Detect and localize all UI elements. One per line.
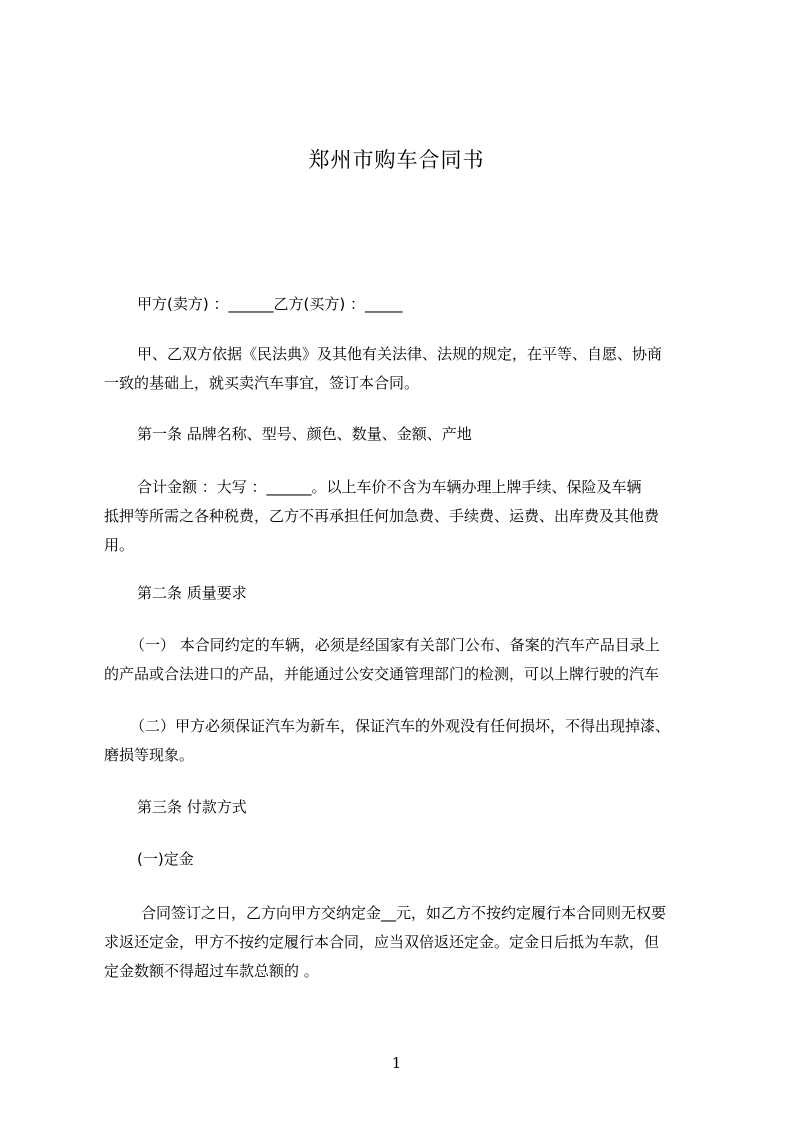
article2-item2-line: （二）甲方必须保证汽车为新车，保证汽车的外观没有任何损坏，不得出现掉漆、 [130, 717, 671, 735]
article2-item1-paragraph [104, 631, 700, 689]
article1-heading: 第一条 品牌名称、型号、颜色、数量、金额、产地 [137, 425, 472, 443]
intro-line: 甲、乙双方依据《民法典》及其他有关法律、法规的规定，在平等、自愿、协商 [137, 345, 663, 363]
article1-total-line: 用。 [104, 536, 135, 554]
intro-paragraph [104, 340, 700, 398]
article1-total-paragraph [104, 473, 700, 560]
article3-deposit-line: 定金数额不得超过车款总额的 。 [104, 962, 319, 980]
intro-line: 一致的基础上，就买卖汽车事宜，签订本合同。 [104, 374, 420, 392]
article3-deposit-line: 求返还定金，甲方不按约定履行本合同，应当双倍返还定金。定金日后抵为车款，但 [104, 933, 660, 951]
parties-line: 甲方(卖方) ：______乙方(买方) ：_____ [137, 295, 403, 313]
article2-item2-paragraph [104, 712, 700, 770]
article3-deposit-line: 合同签订之日，乙方向甲方交纳定金__元，如乙方不按约定履行本合同则无权要 [141, 904, 667, 922]
article2-item2-line: 磨损等现象。 [104, 746, 195, 764]
article2-item1-line: （一） 本合同约定的车辆，必须是经国家有关部门公布、备案的汽车产品目录上 [130, 636, 660, 654]
article3-subheading-deposit: (一)定金 [137, 850, 194, 868]
article1-total-line: 合计金额 ：大写 ：______。以上车价不含为车辆办理上牌手续、保险及车辆 [137, 478, 642, 496]
page-number: 1 [391, 1054, 402, 1072]
article3-deposit-paragraph [104, 899, 700, 986]
article2-heading: 第二条 质量要求 [137, 584, 247, 602]
article3-heading: 第三条 付款方式 [137, 798, 247, 816]
document-title: 郑州市购车合同书 [308, 148, 485, 172]
article1-total-line: 抵押等所需之各种税费，乙方不再承担任何加急费、手续费、运费、出库费及其他费 [104, 507, 660, 525]
article2-item1-line: 的产品或合法进口的产品，并能通过公安交通管理部门的检测，可以上牌行驶的汽车 [104, 665, 660, 683]
